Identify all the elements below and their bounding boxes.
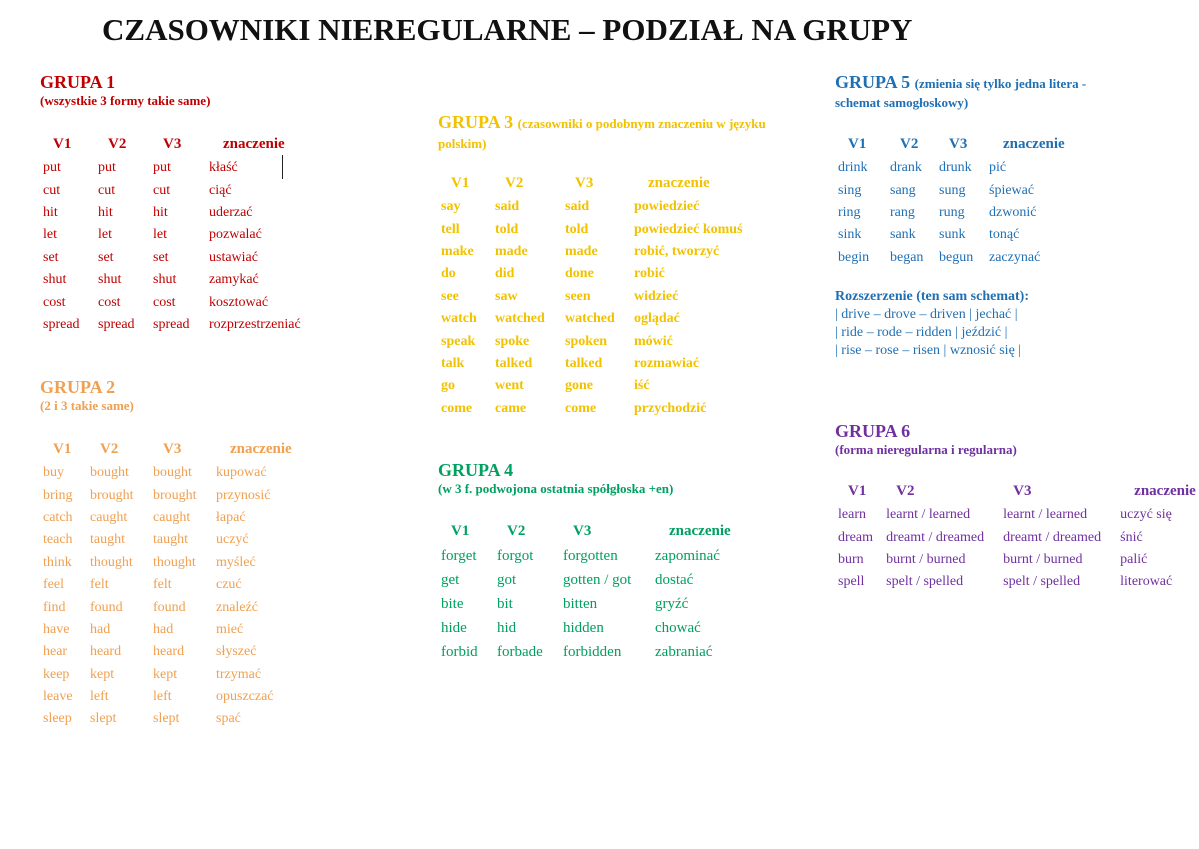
v3-form: hit: [153, 204, 168, 220]
verb-row: [43, 291, 333, 313]
verb-row: [43, 619, 320, 641]
verb-row: [43, 224, 333, 246]
v2-form: thought: [90, 554, 133, 570]
header-meaning: znaczenie: [648, 174, 710, 191]
v1-form: see: [441, 288, 459, 304]
header-v1: V1: [451, 174, 470, 191]
meaning: ustawiać: [209, 249, 258, 265]
header-v2: V2: [896, 482, 915, 499]
group-5-name: GRUPA 5: [835, 72, 911, 92]
v1-form: make: [441, 243, 474, 259]
table-header-row: [43, 436, 320, 462]
verb-row: [43, 686, 320, 708]
v3-form: set: [153, 249, 169, 265]
v1-form: spell: [838, 574, 865, 590]
verb-row: [838, 179, 1073, 201]
v1-form: have: [43, 621, 70, 637]
v3-form: let: [153, 227, 167, 243]
verb-row: [441, 544, 759, 568]
table-header-row: [441, 518, 759, 544]
v1-form: set: [43, 249, 59, 265]
group-2-table: [43, 436, 320, 731]
meaning: łapać: [216, 509, 246, 525]
v2-form: drank: [890, 160, 922, 176]
verb-row: [43, 664, 320, 686]
v2-form: spelt / spelled: [886, 574, 964, 590]
header-meaning: znaczenie: [1134, 482, 1196, 499]
v3-form: come: [565, 400, 597, 416]
meaning: powiedzieć: [634, 199, 700, 215]
meaning: dostać: [655, 571, 694, 588]
v3-form: learnt / learned: [1003, 507, 1088, 523]
v1-form: drink: [838, 160, 868, 176]
meaning: uderzać: [209, 204, 253, 220]
v1-form: teach: [43, 532, 73, 548]
v3-form: watched: [565, 311, 615, 327]
header-meaning: znaczenie: [230, 440, 292, 457]
header-v2: V2: [100, 440, 119, 457]
v1-form: cut: [43, 182, 61, 198]
v3-form: forgotten: [563, 547, 618, 564]
meaning: znaleźć: [216, 599, 258, 615]
v3-form: shut: [153, 272, 177, 288]
verb-row: [441, 308, 788, 330]
v1-form: bite: [441, 595, 464, 612]
v3-form: burnt / burned: [1003, 551, 1083, 567]
verb-row: [441, 241, 788, 263]
v3-form: gotten / got: [563, 571, 632, 588]
v3-form: said: [565, 199, 590, 215]
v2-form: learnt / learned: [886, 507, 971, 523]
v3-form: begun: [939, 249, 974, 265]
v1-form: get: [441, 571, 460, 588]
meaning: czuć: [216, 577, 242, 593]
v1-form: go: [441, 378, 455, 394]
verb-row: [441, 398, 788, 420]
v1-form: watch: [441, 311, 477, 327]
meaning: ciąć: [209, 182, 232, 198]
meaning: palić: [1120, 551, 1148, 567]
meaning: uczyć się: [1120, 507, 1172, 523]
meaning: kłaść: [209, 160, 238, 176]
v2-form: found: [90, 599, 123, 615]
header-v2: V2: [507, 522, 526, 539]
v3-form: drunk: [939, 160, 972, 176]
meaning: przychodzić: [634, 400, 707, 416]
v1-form: ring: [838, 204, 861, 220]
header-v3: V3: [163, 135, 182, 152]
header-v3: V3: [163, 440, 182, 457]
header-v1: V1: [451, 522, 470, 539]
v1-form: catch: [43, 509, 73, 525]
verb-row: [43, 202, 333, 224]
table-header-row: [441, 170, 788, 196]
meaning: pozwalać: [209, 227, 262, 243]
v3-form: forbidden: [563, 643, 622, 660]
v2-form: kept: [90, 666, 115, 682]
meaning: iść: [634, 378, 650, 394]
group-3-description: (czasowniki o podobnym znaczeniu w języku polskim): [438, 116, 766, 151]
v2-form: hit: [98, 204, 113, 220]
verb-row: [441, 286, 788, 308]
v3-form: spread: [153, 316, 190, 332]
v1-form: spread: [43, 316, 80, 332]
v1-form: sing: [838, 182, 862, 198]
verb-row: [441, 263, 788, 285]
v2-form: set: [98, 249, 114, 265]
v2-form: felt: [90, 577, 109, 593]
v3-form: slept: [153, 711, 180, 727]
v1-form: sleep: [43, 711, 72, 727]
v1-form: let: [43, 227, 57, 243]
verb-row: [441, 568, 759, 592]
header-v1: V1: [53, 440, 72, 457]
v3-form: rung: [939, 204, 965, 220]
v2-form: brought: [90, 487, 134, 503]
verb-row: [43, 269, 333, 291]
meaning: powiedzieć komuś: [634, 221, 743, 237]
group-2-heading: [40, 377, 134, 414]
verb-row: [441, 196, 788, 218]
v1-form: hide: [441, 619, 467, 636]
header-meaning: znaczenie: [669, 522, 731, 539]
verb-row: [441, 375, 788, 397]
meaning: śnić: [1120, 529, 1143, 545]
verb-row: [43, 574, 320, 596]
meaning: myśleć: [216, 554, 256, 570]
header-meaning: znaczenie: [1003, 135, 1065, 152]
meaning: mieć: [216, 621, 244, 637]
v3-form: dreamt / dreamed: [1003, 529, 1102, 545]
meaning: zapominać: [655, 547, 720, 564]
verb-row: [441, 353, 788, 375]
header-v2: V2: [108, 135, 127, 152]
v1-form: buy: [43, 465, 64, 481]
v3-form: heard: [153, 644, 185, 660]
meaning: robić, tworzyć: [634, 243, 720, 259]
verb-row: [441, 330, 788, 352]
verb-row: [441, 616, 759, 640]
verb-row: [838, 549, 1199, 571]
meaning: gryźć: [655, 595, 689, 612]
v2-form: shut: [98, 272, 122, 288]
group-4-name: GRUPA 4: [438, 460, 514, 480]
header-v2: V2: [505, 174, 524, 191]
v1-form: cost: [43, 294, 66, 310]
group-6-name: GRUPA 6: [835, 421, 911, 441]
v2-form: bought: [90, 465, 129, 481]
v2-form: saw: [495, 288, 518, 304]
v1-form: forget: [441, 547, 477, 564]
v3-form: kept: [153, 666, 178, 682]
extension-line: | rise – rose – risen | wznosić się |: [835, 343, 1022, 358]
verb-row: [43, 552, 320, 574]
v2-form: said: [495, 199, 520, 215]
v2-form: made: [495, 243, 528, 259]
meaning: opuszczać: [216, 689, 274, 705]
verb-row: [838, 504, 1199, 526]
meaning: mówić: [634, 333, 673, 349]
verb-row: [43, 507, 320, 529]
v3-form: done: [565, 266, 594, 282]
v2-form: spoke: [495, 333, 530, 349]
v1-form: do: [441, 266, 456, 282]
v2-form: had: [90, 621, 111, 637]
v1-form: keep: [43, 666, 70, 682]
verb-row: [43, 462, 320, 484]
group-5-heading: [835, 72, 1165, 111]
group-2-description: (2 i 3 takie same): [40, 398, 134, 413]
meaning: zabraniać: [655, 643, 713, 660]
v2-form: bit: [497, 595, 513, 612]
v2-form: hid: [497, 619, 517, 636]
group-6-description: (forma nieregularna i regularna): [835, 442, 1017, 457]
group-2-name: GRUPA 2: [40, 377, 116, 397]
meaning: śpiewać: [989, 182, 1035, 198]
v1-form: hit: [43, 204, 58, 220]
v3-form: talked: [565, 355, 603, 371]
meaning: chować: [655, 619, 701, 636]
meaning: zamykać: [209, 272, 259, 288]
v3-form: had: [153, 621, 174, 637]
meaning: tonąć: [989, 227, 1020, 243]
v1-form: tell: [441, 221, 460, 237]
meaning: rozprzestrzeniać: [209, 316, 301, 332]
group-4-heading: [438, 460, 673, 497]
v3-form: put: [153, 160, 171, 176]
verb-row: [838, 224, 1073, 246]
header-v1: V1: [53, 135, 72, 152]
v3-form: gone: [565, 378, 593, 394]
verb-row: [43, 314, 333, 336]
v3-form: spelt / spelled: [1003, 574, 1081, 590]
v1-form: put: [43, 160, 61, 176]
v1-form: shut: [43, 272, 67, 288]
v2-form: caught: [90, 509, 128, 525]
meaning: widzieć: [634, 288, 679, 304]
v2-form: talked: [495, 355, 533, 371]
meaning: zaczynać: [989, 249, 1041, 265]
v1-form: speak: [441, 333, 476, 349]
v2-form: forgot: [497, 547, 534, 564]
meaning: przynosić: [216, 487, 271, 503]
v2-form: let: [98, 227, 112, 243]
meaning: trzymać: [216, 666, 262, 682]
v2-form: forbade: [497, 643, 543, 660]
v2-form: heard: [90, 644, 122, 660]
v2-form: dreamt / dreamed: [886, 529, 985, 545]
header-v3: V3: [1013, 482, 1032, 499]
v2-form: sank: [890, 227, 916, 243]
verb-row: [441, 218, 788, 240]
v2-form: slept: [90, 711, 117, 727]
v3-form: cost: [153, 294, 176, 310]
group-1-name: GRUPA 1: [40, 72, 116, 92]
v1-form: learn: [838, 507, 866, 523]
v2-form: watched: [495, 311, 545, 327]
group-3-name: GRUPA 3: [438, 112, 514, 132]
extension-line: | ride – rode – ridden | jeździć |: [835, 325, 1008, 340]
extension-line: | drive – drove – driven | jechać |: [835, 307, 1018, 322]
v1-form: forbid: [441, 643, 478, 660]
group-1-heading: [40, 72, 210, 109]
v3-form: bought: [153, 465, 192, 481]
v1-form: say: [441, 199, 461, 215]
verb-row: [838, 157, 1073, 179]
v1-form: sink: [838, 227, 862, 243]
v3-form: hidden: [563, 619, 604, 636]
v1-form: talk: [441, 355, 465, 371]
verb-row: [43, 179, 333, 201]
group-6-heading: [835, 421, 1017, 458]
verb-row: [838, 571, 1199, 593]
meaning: kupować: [216, 465, 267, 481]
v1-form: begin: [838, 249, 870, 265]
v2-form: burnt / burned: [886, 551, 966, 567]
v3-form: found: [153, 599, 186, 615]
group-5-description-a: (zmienia się tylko jedna litera -: [914, 76, 1087, 91]
meaning: dzwonić: [989, 204, 1037, 220]
v3-form: thought: [153, 554, 196, 570]
meaning: pić: [989, 160, 1007, 176]
v3-form: felt: [153, 577, 172, 593]
v3-form: left: [153, 689, 172, 705]
group-1-table: [43, 131, 333, 336]
meaning: kosztować: [209, 294, 269, 310]
table-header-row: [43, 131, 333, 157]
v3-form: told: [565, 221, 589, 237]
verb-row: [43, 484, 320, 506]
group-5-extension: [835, 288, 1029, 360]
header-meaning: znaczenie: [223, 135, 285, 152]
verb-row: [43, 247, 333, 269]
v3-form: sung: [939, 182, 966, 198]
v1-form: feel: [43, 577, 64, 593]
v2-form: left: [90, 689, 109, 705]
verb-row: [838, 247, 1073, 269]
v2-form: cost: [98, 294, 121, 310]
v3-form: taught: [153, 532, 188, 548]
meaning: oglądać: [634, 311, 680, 327]
header-v2: V2: [900, 135, 919, 152]
verb-row: [838, 526, 1199, 548]
v2-form: told: [495, 221, 519, 237]
group-6-table: [838, 478, 1199, 594]
v2-form: cut: [98, 182, 116, 198]
v3-form: brought: [153, 487, 197, 503]
meaning: rozmawiać: [634, 355, 700, 371]
meaning: literować: [1120, 574, 1173, 590]
v2-form: put: [98, 160, 116, 176]
table-header-row: [838, 131, 1073, 157]
v2-form: came: [495, 400, 527, 416]
v1-form: think: [43, 554, 72, 570]
verb-row: [43, 157, 333, 179]
meaning: uczyć: [216, 532, 249, 548]
v1-form: find: [43, 599, 66, 615]
v1-form: bring: [43, 487, 73, 503]
v1-form: burn: [838, 551, 864, 567]
verb-row: [43, 641, 320, 663]
header-v1: V1: [848, 135, 867, 152]
meaning: spać: [216, 711, 241, 727]
meaning: robić: [634, 266, 665, 282]
group-3-heading: [438, 113, 798, 153]
meaning: słyszeć: [216, 644, 257, 660]
verb-row: [441, 640, 759, 664]
v3-form: made: [565, 243, 598, 259]
group-3-table: [441, 170, 788, 420]
verb-row: [43, 708, 320, 730]
v3-form: caught: [153, 509, 191, 525]
v2-form: taught: [90, 532, 125, 548]
group-5-table: [838, 131, 1073, 269]
v1-form: leave: [43, 689, 73, 705]
v2-form: rang: [890, 204, 915, 220]
group-5-extension-title: Rozszerzenie (ten sam schemat):: [835, 289, 1029, 304]
v3-form: spoken: [565, 333, 608, 349]
v2-form: began: [890, 249, 924, 265]
v1-form: come: [441, 400, 473, 416]
text-cursor-bar: [282, 155, 283, 179]
group-1-description: (wszystkie 3 formy takie same): [40, 93, 211, 108]
header-v1: V1: [848, 482, 867, 499]
verb-row: [441, 592, 759, 616]
v3-form: sunk: [939, 227, 966, 243]
v2-form: went: [495, 378, 524, 394]
table-header-row: [838, 478, 1199, 504]
v1-form: hear: [43, 644, 68, 660]
header-v3: V3: [575, 174, 594, 191]
v3-form: seen: [565, 288, 591, 304]
group-4-table: [441, 518, 759, 664]
header-v3: V3: [573, 522, 592, 539]
verb-row: [43, 529, 320, 551]
v3-form: bitten: [563, 595, 598, 612]
group-4-description: (w 3 f. podwojona ostatnia spółgłoska +en): [438, 481, 674, 496]
v2-form: spread: [98, 316, 135, 332]
v2-form: got: [497, 571, 517, 588]
header-v3: V3: [949, 135, 968, 152]
v1-form: dream: [838, 529, 873, 545]
verb-row: [43, 596, 320, 618]
verb-row: [838, 202, 1073, 224]
v2-form: did: [495, 266, 515, 282]
group-5-description-b: schemat samogłoskowy): [835, 95, 969, 110]
page-title: CZASOWNIKI NIEREGULARNE – PODZIAŁ NA GRUPY: [102, 12, 913, 47]
v2-form: sang: [890, 182, 916, 198]
v3-form: cut: [153, 182, 171, 198]
